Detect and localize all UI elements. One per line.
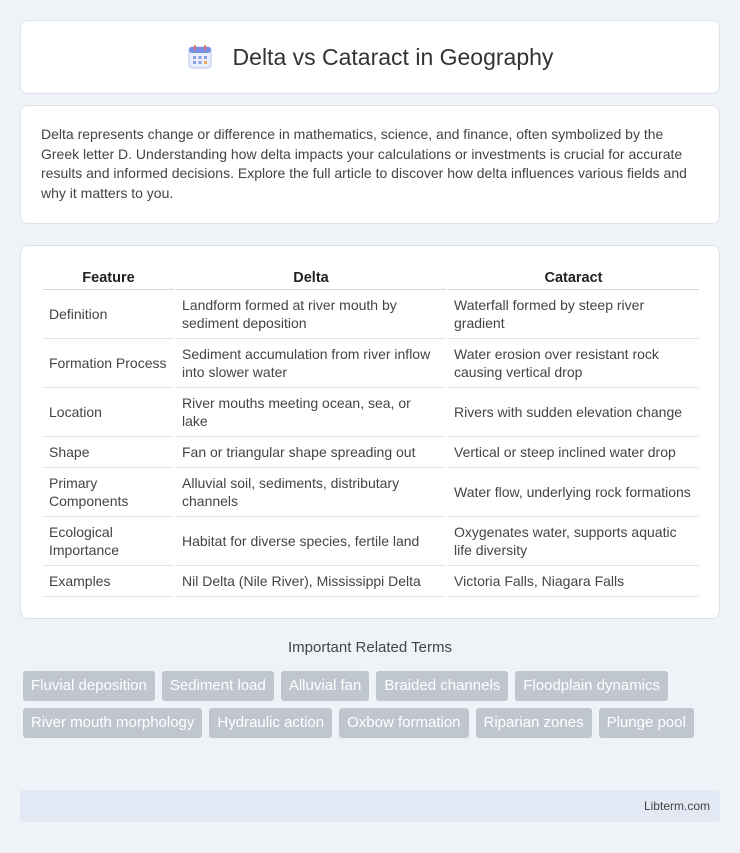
table-cell: Sediment accumulation from river inflow into slower water <box>175 338 447 387</box>
column-header: Delta <box>175 268 447 289</box>
related-terms-heading: Important Related Terms <box>288 639 452 656</box>
page-title: Delta vs Cataract in Geography <box>232 43 554 70</box>
table-row <box>43 289 699 338</box>
table-cell: Formation Process <box>43 338 175 387</box>
footer <box>20 790 720 822</box>
table-cell: Shape <box>43 436 175 467</box>
table-cell: Victoria Falls, Niagara Falls <box>447 565 699 596</box>
table-row <box>43 565 699 596</box>
table-row <box>43 436 699 467</box>
table-cell: Vertical or steep inclined water drop <box>447 436 699 467</box>
table-cell: Primary Components <box>43 467 175 516</box>
table-cell: Water erosion over resistant rock causing vertical drop <box>447 338 699 387</box>
table-cell: Location <box>43 387 175 436</box>
table-row <box>43 467 699 516</box>
table-cell: Habitat for diverse species, fertile land <box>175 516 447 565</box>
intro-card <box>20 105 720 224</box>
table-cell: River mouths meeting ocean, sea, or lake <box>175 387 447 436</box>
table-row <box>43 387 699 436</box>
intro-paragraph: Delta represents change or difference in mathematics, science, and finance, often symbolized by the Greek letter D. Understanding how delta impacts your calculations or investments is crucial for accurate results and informed decisions. Explore the full article to discover how delta influences various fields and why it matters to you. <box>41 126 687 201</box>
related-term-tag[interactable]: Sediment load <box>162 671 274 701</box>
table-cell: Waterfall formed by steep river gradient <box>447 289 699 338</box>
related-term-tag[interactable]: Floodplain dynamics <box>515 671 668 701</box>
table-cell: Fan or triangular shape spreading out <box>175 436 447 467</box>
table-cell: Oxygenates water, supports aquatic life diversity <box>447 516 699 565</box>
title-card <box>20 20 720 94</box>
related-term-tag[interactable]: Hydraulic action <box>209 708 332 738</box>
related-terms-list <box>23 671 723 745</box>
table-cell: Water flow, underlying rock formations <box>447 467 699 516</box>
table-row <box>43 516 699 565</box>
related-term-tag[interactable]: Alluvial fan <box>281 671 370 701</box>
table-cell: Examples <box>43 565 175 596</box>
table-cell: Ecological Importance <box>43 516 175 565</box>
table-header-row <box>43 268 699 289</box>
table-cell: Rivers with sudden elevation change <box>447 387 699 436</box>
related-term-tag[interactable]: Oxbow formation <box>339 708 468 738</box>
related-term-tag[interactable]: Plunge pool <box>599 708 694 738</box>
related-term-tag[interactable]: Braided channels <box>376 671 508 701</box>
table-row <box>43 338 699 387</box>
table-cell: Landform formed at river mouth by sediment deposition <box>175 289 447 338</box>
calendar-icon <box>187 44 213 70</box>
column-header: Cataract <box>447 268 699 289</box>
related-term-tag[interactable]: River mouth morphology <box>23 708 202 738</box>
table-cell: Nil Delta (Nile River), Mississippi Delta <box>175 565 447 596</box>
comparison-table <box>43 268 699 597</box>
table-cell: Alluvial soil, sediments, distributary channels <box>175 467 447 516</box>
related-term-tag[interactable]: Riparian zones <box>476 708 592 738</box>
related-term-tag[interactable]: Fluvial deposition <box>23 671 155 701</box>
footer-site-link[interactable]: Libterm.com <box>643 799 710 813</box>
table-cell: Definition <box>43 289 175 338</box>
column-header: Feature <box>43 268 175 289</box>
comparison-card <box>20 245 720 619</box>
